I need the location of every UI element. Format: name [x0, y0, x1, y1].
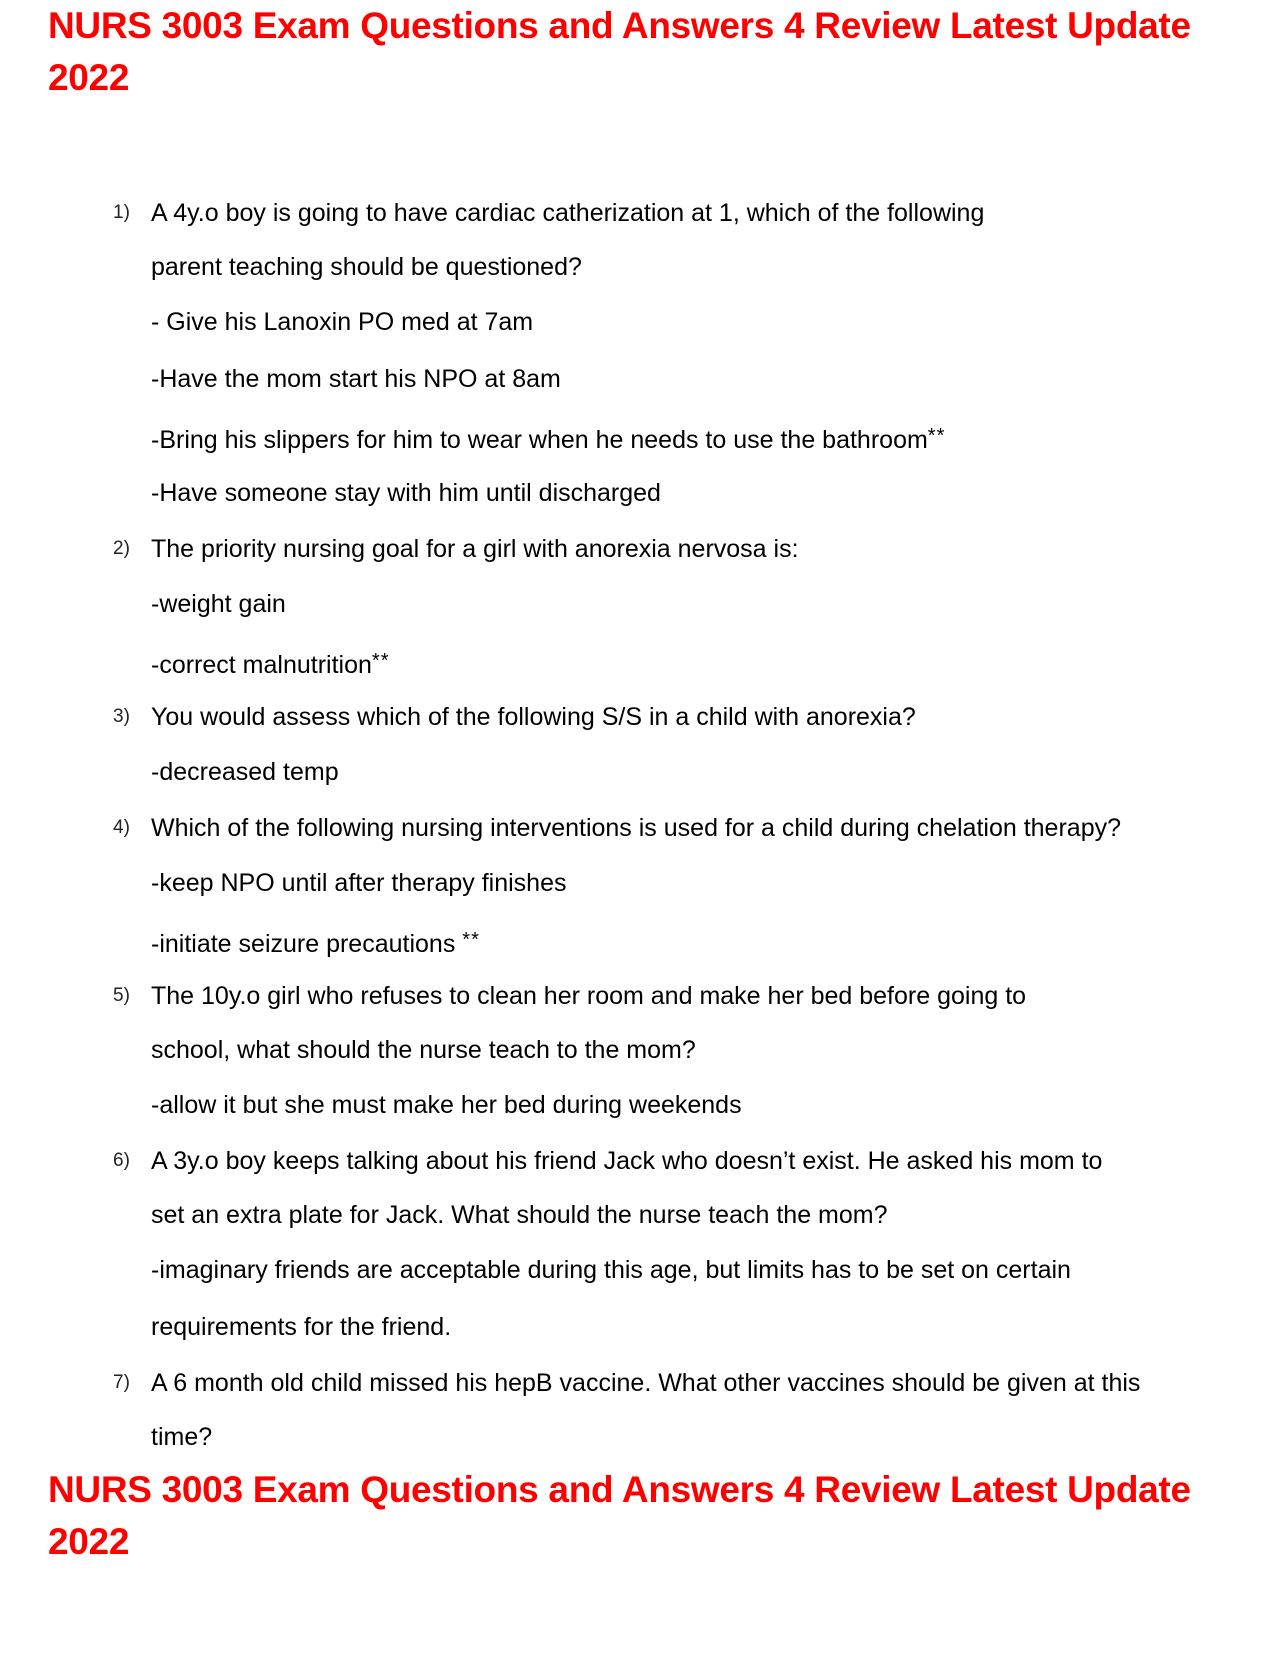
question-number: 2)	[113, 538, 130, 559]
question-number: 5)	[113, 985, 130, 1006]
answer-option	[151, 912, 1280, 969]
question-text: parent teaching should be questioned?	[151, 253, 582, 281]
question-item	[0, 1134, 1280, 1356]
question-text: A 4y.o boy is going to have cardiac catherization at 1, which of the following	[151, 199, 985, 227]
answer-option-text: -Have the mom start his NPO at 8am	[151, 365, 561, 393]
answer-option	[151, 1242, 1280, 1299]
question-text: Which of the following nursing interventions is used for a child during chelation therapy?	[151, 814, 1121, 842]
question-item	[0, 186, 1280, 522]
question-text: You would assess which of the following S/S in a child with anorexia?	[151, 703, 916, 731]
answer-option	[151, 1299, 1280, 1356]
document-title: NURS 3003 Exam Questions and Answers 4 Review Latest Update 2022	[48, 5, 1191, 98]
document-footer-title: NURS 3003 Exam Questions and Answers 4 Review Latest Update 2022	[48, 1469, 1191, 1562]
answer-option-text: -imaginary friends are acceptable during this age, but limits has to be set on certain	[151, 1256, 1071, 1284]
question-item	[0, 801, 1280, 969]
answer-option-text: -initiate seizure precautions	[151, 930, 463, 958]
question-number: 4)	[113, 817, 130, 838]
question-text: The 10y.o girl who refuses to clean her room and make her bed before going to	[151, 982, 1027, 1010]
question-text: The priority nursing goal for a girl with anorexia nervosa is:	[151, 535, 799, 563]
question-item	[0, 522, 1280, 690]
answer-option-text: -Have someone stay with him until discharged	[151, 479, 661, 507]
question-list	[0, 186, 1280, 1464]
answer-option	[151, 855, 1280, 912]
answer-option	[151, 351, 1280, 408]
answer-option-text: -correct malnutrition	[151, 651, 372, 679]
question-item	[0, 969, 1280, 1134]
correct-answer-marker: **	[927, 425, 946, 447]
correct-answer-marker: **	[462, 929, 480, 951]
question-item	[0, 1356, 1280, 1464]
answer-option	[151, 294, 1280, 351]
answer-option-text: requirements for the friend.	[151, 1313, 452, 1341]
question-text: time?	[151, 1423, 213, 1451]
answer-option	[151, 1077, 1280, 1134]
question-text: school, what should the nurse teach to the mom?	[151, 1036, 696, 1064]
answer-option-text: -keep NPO until after therapy finishes	[151, 869, 567, 897]
question-number: 7)	[113, 1372, 130, 1393]
answer-option-text: - Give his Lanoxin PO med at 7am	[151, 308, 534, 336]
answer-option-text: -allow it but she must make her bed during weekends	[151, 1091, 742, 1119]
answer-option-text: -decreased temp	[151, 758, 339, 786]
question-text: A 6 month old child missed his hepB vaccine. What other vaccines should be given at this	[151, 1369, 1141, 1397]
question-number: 6)	[113, 1150, 130, 1171]
correct-answer-marker: **	[371, 650, 390, 672]
question-number: 1)	[113, 202, 130, 223]
answer-option-text: -weight gain	[151, 590, 286, 618]
answer-option	[151, 408, 1280, 465]
question-text: A 3y.o boy keeps talking about his friend Jack who doesn’t exist. He asked his mom to	[151, 1147, 1103, 1175]
question-text: set an extra plate for Jack. What should the nurse teach the mom?	[151, 1201, 888, 1229]
answer-option	[151, 744, 1280, 801]
answer-option	[151, 633, 1280, 690]
answer-option-text: -Bring his slippers for him to wear when he needs to use the bathroom	[151, 426, 928, 454]
answer-option	[151, 465, 1280, 522]
question-item	[0, 690, 1280, 801]
question-number: 3)	[113, 706, 130, 727]
answer-option	[151, 576, 1280, 633]
